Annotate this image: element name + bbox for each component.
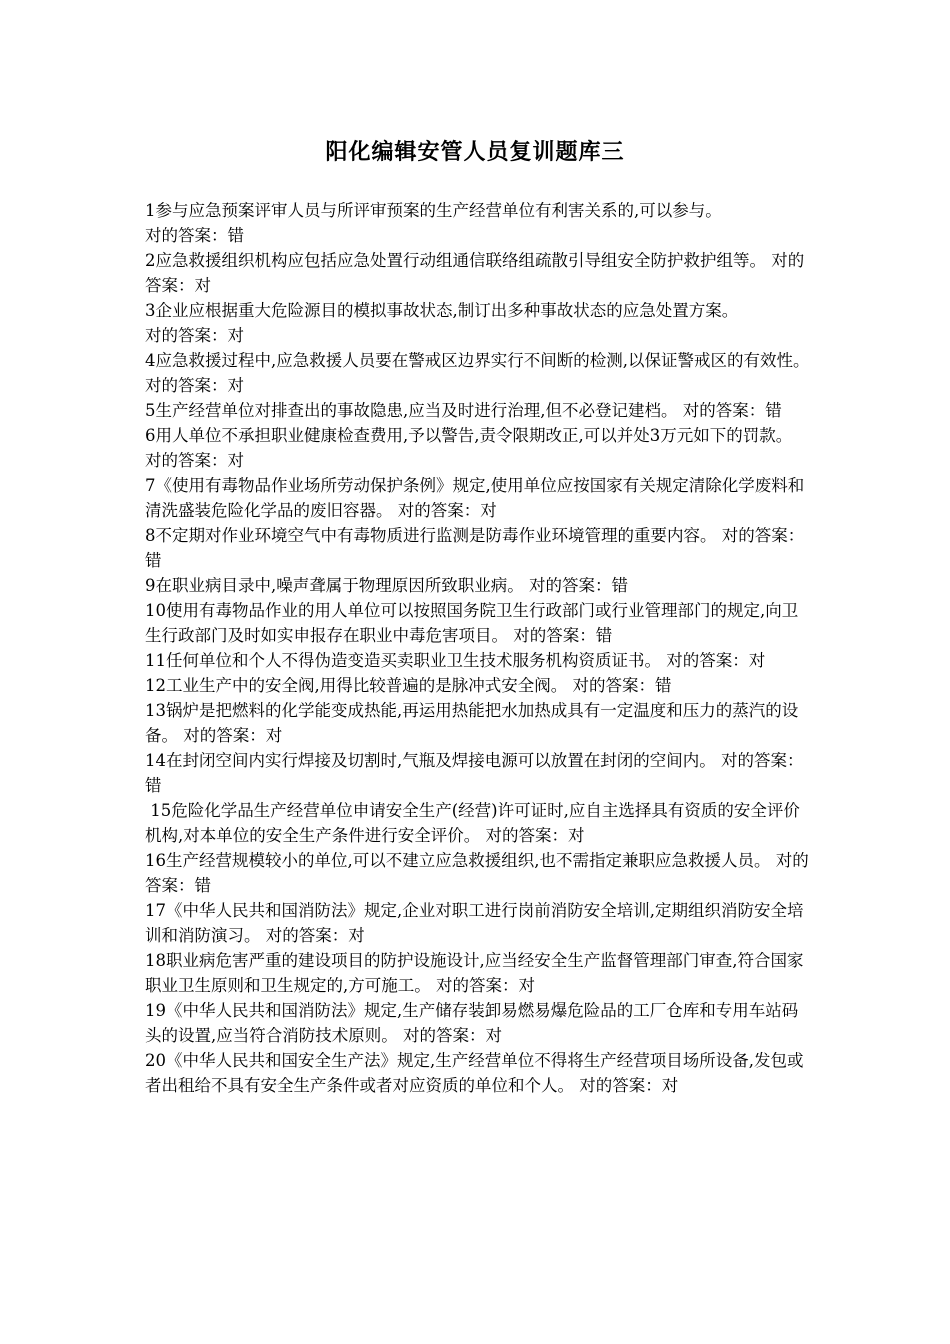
question-item: 6用人单位不承担职业健康检查费用,予以警告,责令限期改正,可以并处3万元如下的罚款。 对的答案：对 [145, 426, 798, 470]
question-item: 11任何单位和个人不得伪造变造买卖职业卫生技术服务机构资质证书。 对的答案：对 [145, 651, 766, 670]
question-item: 10使用有毒物品作业的用人单位可以按照国务院卫生行政部门或行业管理部门的规定,向卫生行政部门及时如实申报存在职业中毒危害项目。 对的答案：错 [145, 601, 799, 645]
question-item: 15危险化学品生产经营单位申请安全生产(经营)许可证时,应自主选择具有资质的安全评价机构,对本单位的安全生产条件进行安全评价。 对的答案：对 [145, 801, 800, 845]
question-item: 4应急救援过程中,应急救援人员要在警戒区边界实行不间断的检测,以保证警戒区的有效性。 对的答案：对 [145, 351, 815, 395]
question-item: 17《中华人民共和国消防法》规定,企业对职工进行岗前消防安全培训,定期组织消防安全培训和消防演习。 对的答案：对 [145, 901, 804, 945]
question-item: 1参与应急预案评审人员与所评审预案的生产经营单位有利害关系的,可以参与。 [145, 201, 722, 220]
question-item: 20《中华人民共和国安全生产法》规定,生产经营单位不得将生产经营项目场所设备,发包或者出租给不具有安全生产条件或者对应资质的单位和个人。 对的答案：对 [145, 1051, 804, 1095]
question-item: 14在封闭空间内实行焊接及切割时,气瓶及焊接电源可以放置在封闭的空间内。 对的答案：错 [145, 751, 804, 795]
question-list [145, 198, 813, 1098]
question-item: 18职业病危害严重的建设项目的防护设施设计,应当经安全生产监督管理部门审查,符合国家职业卫生原则和卫生规定的,方可施工。 对的答案：对 [145, 951, 804, 995]
question-item: 3企业应根据重大危险源目的模拟事故状态,制订出多种事故状态的应急处置方案。 对的答案：对 [145, 301, 739, 345]
question-item: 9在职业病目录中,噪声聋属于物理原因所致职业病。 对的答案：错 [145, 576, 628, 595]
question-item: 16生产经营规模较小的单位,可以不建立应急救援组织,也不需指定兼职应急救援人员。 对的答案：错 [145, 851, 809, 895]
answer-line: 对的答案：错 [145, 226, 244, 245]
question-item: 7《使用有毒物品作业场所劳动保护条例》规定,使用单位应按国家有关规定清除化学废料和清洗盛装危险化学品的废旧容器。 对的答案：对 [145, 476, 805, 520]
question-item: 5生产经营单位对排查出的事故隐患,应当及时进行治理,但不必登记建档。 对的答案：错 [145, 401, 782, 420]
question-item: 2应急救援组织机构应包括应急处置行动组通信联络组疏散引导组安全防护救护组等。 对的答案：对 [145, 251, 805, 295]
question-item: 13锅炉是把燃料的化学能变成热能,再运用热能把水加热成具有一定温度和压力的蒸汽的设备。 对的答案：对 [145, 701, 799, 745]
question-item: 8不定期对作业环境空气中有毒物质进行监测是防毒作业环境管理的重要内容。 对的答案：错 [145, 526, 805, 570]
question-item: 12工业生产中的安全阀,用得比较普遍的是脉冲式安全阀。 对的答案：错 [145, 676, 672, 695]
question-item: 19《中华人民共和国消防法》规定,生产储存装卸易燃易爆危险品的工厂仓库和专用车站码头的设置,应当符合消防技术原则。 对的答案：对 [145, 1001, 799, 1045]
document-title: 阳化编辑安管人员复训题库三 [325, 139, 625, 165]
